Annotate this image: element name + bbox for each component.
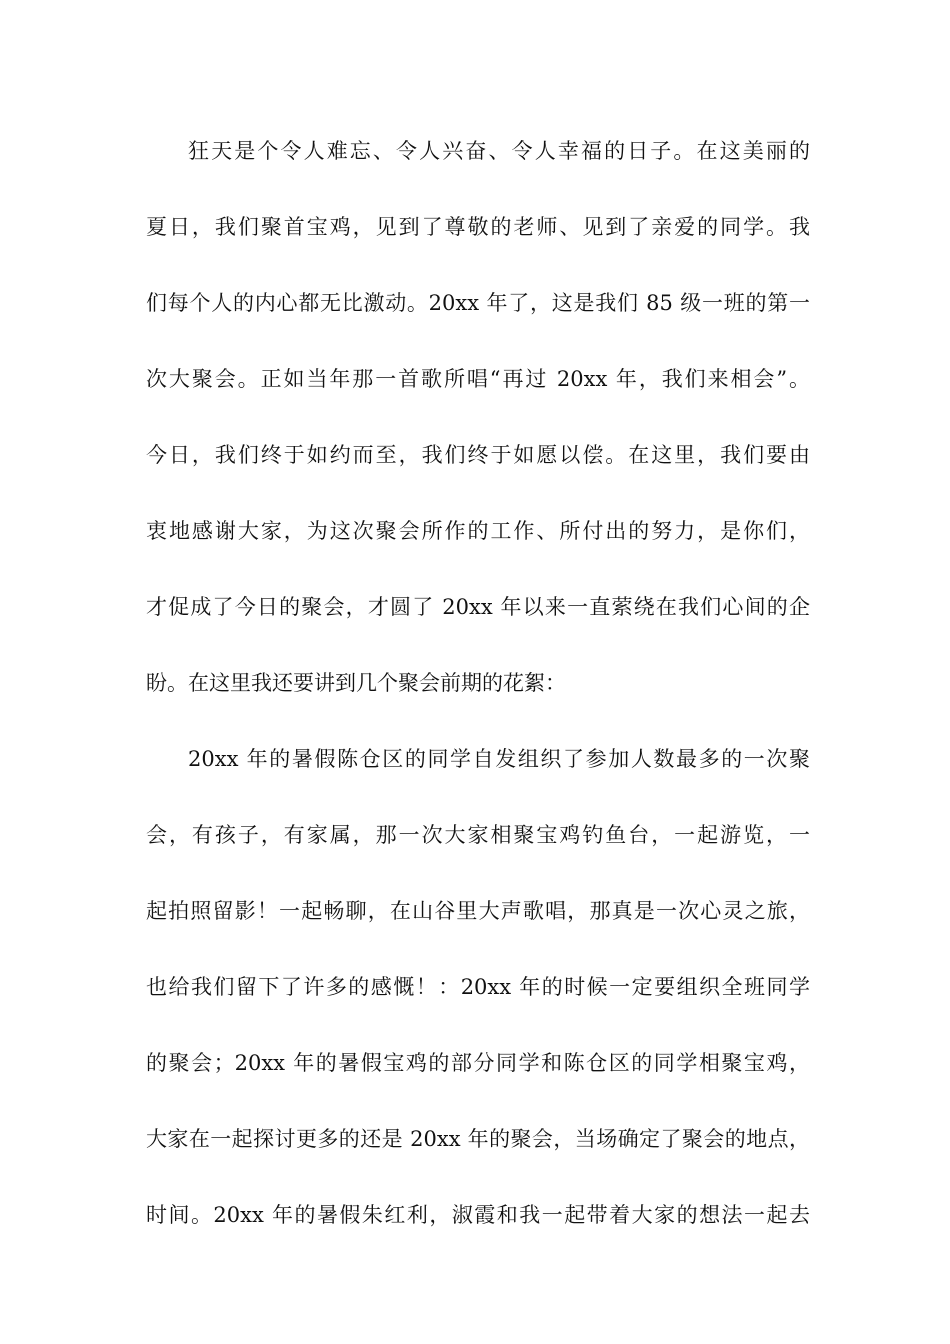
text-line: 夏日，我们聚首宝鸡，见到了尊敬的老师、见到了亲爱的同学。我 <box>146 215 810 239</box>
text-line: 次大聚会。正如当年那一首歌所唱“再过 20xx 年，我们来相会”。 <box>146 367 810 391</box>
text-line: 时间。20xx 年的暑假朱红利，淑霞和我一起带着大家的想法一起去 <box>146 1203 810 1227</box>
text-line: 大家在一起探讨更多的还是 20xx 年的聚会，当场确定了聚会的地点， <box>146 1127 810 1151</box>
text-line: 衷地感谢大家，为这次聚会所作的工作、所付出的努力，是你们， <box>146 519 810 543</box>
paragraph-2 <box>146 739 810 1271</box>
text-line: 们每个人的内心都无比激动。20xx 年了，这是我们 85 级一班的第一 <box>146 291 810 315</box>
text-line: 今日，我们终于如约而至，我们终于如愿以偿。在这里，我们要由 <box>146 443 810 467</box>
text-line: 才促成了今日的聚会，才圆了 20xx 年以来一直萦绕在我们心间的企 <box>146 595 810 619</box>
text-line: 盼。在这里我还要讲到几个聚会前期的花絮： <box>146 671 566 695</box>
text-line: 也给我们留下了许多的感慨！：20xx 年的时候一定要组织全班同学 <box>146 975 810 999</box>
text-line: 会，有孩子，有家属，那一次大家相聚宝鸡钓鱼台，一起游览，一 <box>146 823 810 847</box>
document-body <box>146 131 810 1271</box>
text-line: 20xx 年的暑假陈仓区的同学自发组织了参加人数最多的一次聚 <box>188 747 810 771</box>
text-line: 狂天是个令人难忘、令人兴奋、令人幸福的日子。在这美丽的 <box>188 139 810 163</box>
paragraph-1 <box>146 131 810 739</box>
text-line: 起拍照留影！一起畅聊，在山谷里大声歌唱，那真是一次心灵之旅， <box>146 899 810 923</box>
text-line: 的聚会；20xx 年的暑假宝鸡的部分同学和陈仓区的同学相聚宝鸡， <box>146 1051 810 1075</box>
